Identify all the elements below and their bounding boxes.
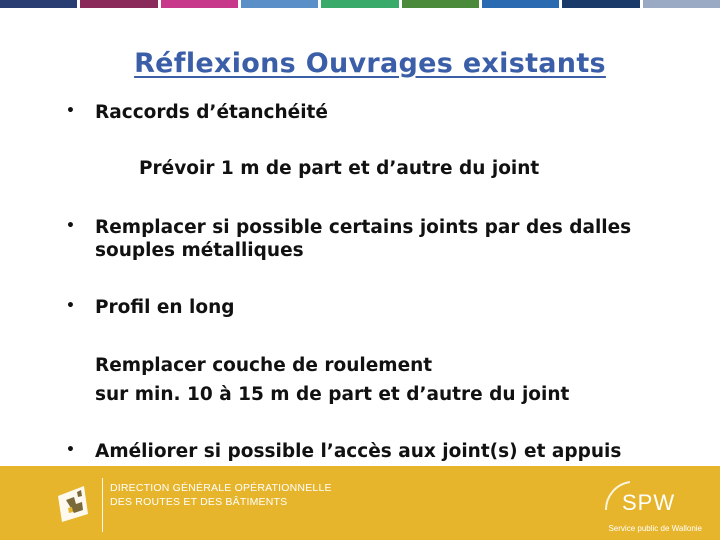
spw-tagline: Service public de Wallonie	[608, 524, 702, 533]
footer-divider	[102, 478, 103, 532]
bullet-text-continued: souples métalliques	[95, 240, 304, 261]
header-stripe	[482, 0, 559, 8]
walloon-rooster-logo-icon	[54, 478, 100, 524]
header-stripe	[80, 0, 157, 8]
spw-logo-text: SPW	[622, 490, 676, 515]
bullet-marker: •	[66, 103, 75, 119]
header-stripe	[643, 0, 720, 8]
slide-title: Réflexions Ouvrages existants	[134, 48, 606, 79]
bullet-text: Profil en long	[95, 297, 235, 318]
header-stripe	[241, 0, 318, 8]
sub-text: sur min. 10 à 15 m de part et d’autre du joint	[95, 384, 570, 405]
bullet-marker: •	[66, 442, 75, 458]
header-stripe	[402, 0, 479, 8]
footer-bar	[0, 466, 720, 540]
bullet-text: Améliorer si possible l’accès aux joint(s) et appuis	[95, 441, 622, 462]
sub-text: Remplacer couche de roulement	[95, 355, 433, 376]
spw-logo-icon	[600, 476, 690, 520]
bullet-text: Remplacer si possible certains joints par des dalles	[95, 217, 632, 238]
header-color-stripes	[0, 0, 720, 8]
header-stripe	[161, 0, 238, 8]
bullet-text: Raccords d’étanchéité	[95, 102, 328, 123]
header-stripe	[321, 0, 398, 8]
footer-org-line2: DES ROUTES ET DES BÂTIMENTS	[110, 496, 288, 508]
header-stripe	[562, 0, 639, 8]
sub-text: Prévoir 1 m de part et d’autre du joint	[139, 158, 540, 179]
bullet-marker: •	[66, 218, 75, 234]
bullet-marker: •	[66, 298, 75, 314]
footer-org-line1: DIRECTION GÉNÉRALE OPÉRATIONNELLE	[110, 482, 332, 494]
header-stripe	[0, 0, 77, 8]
